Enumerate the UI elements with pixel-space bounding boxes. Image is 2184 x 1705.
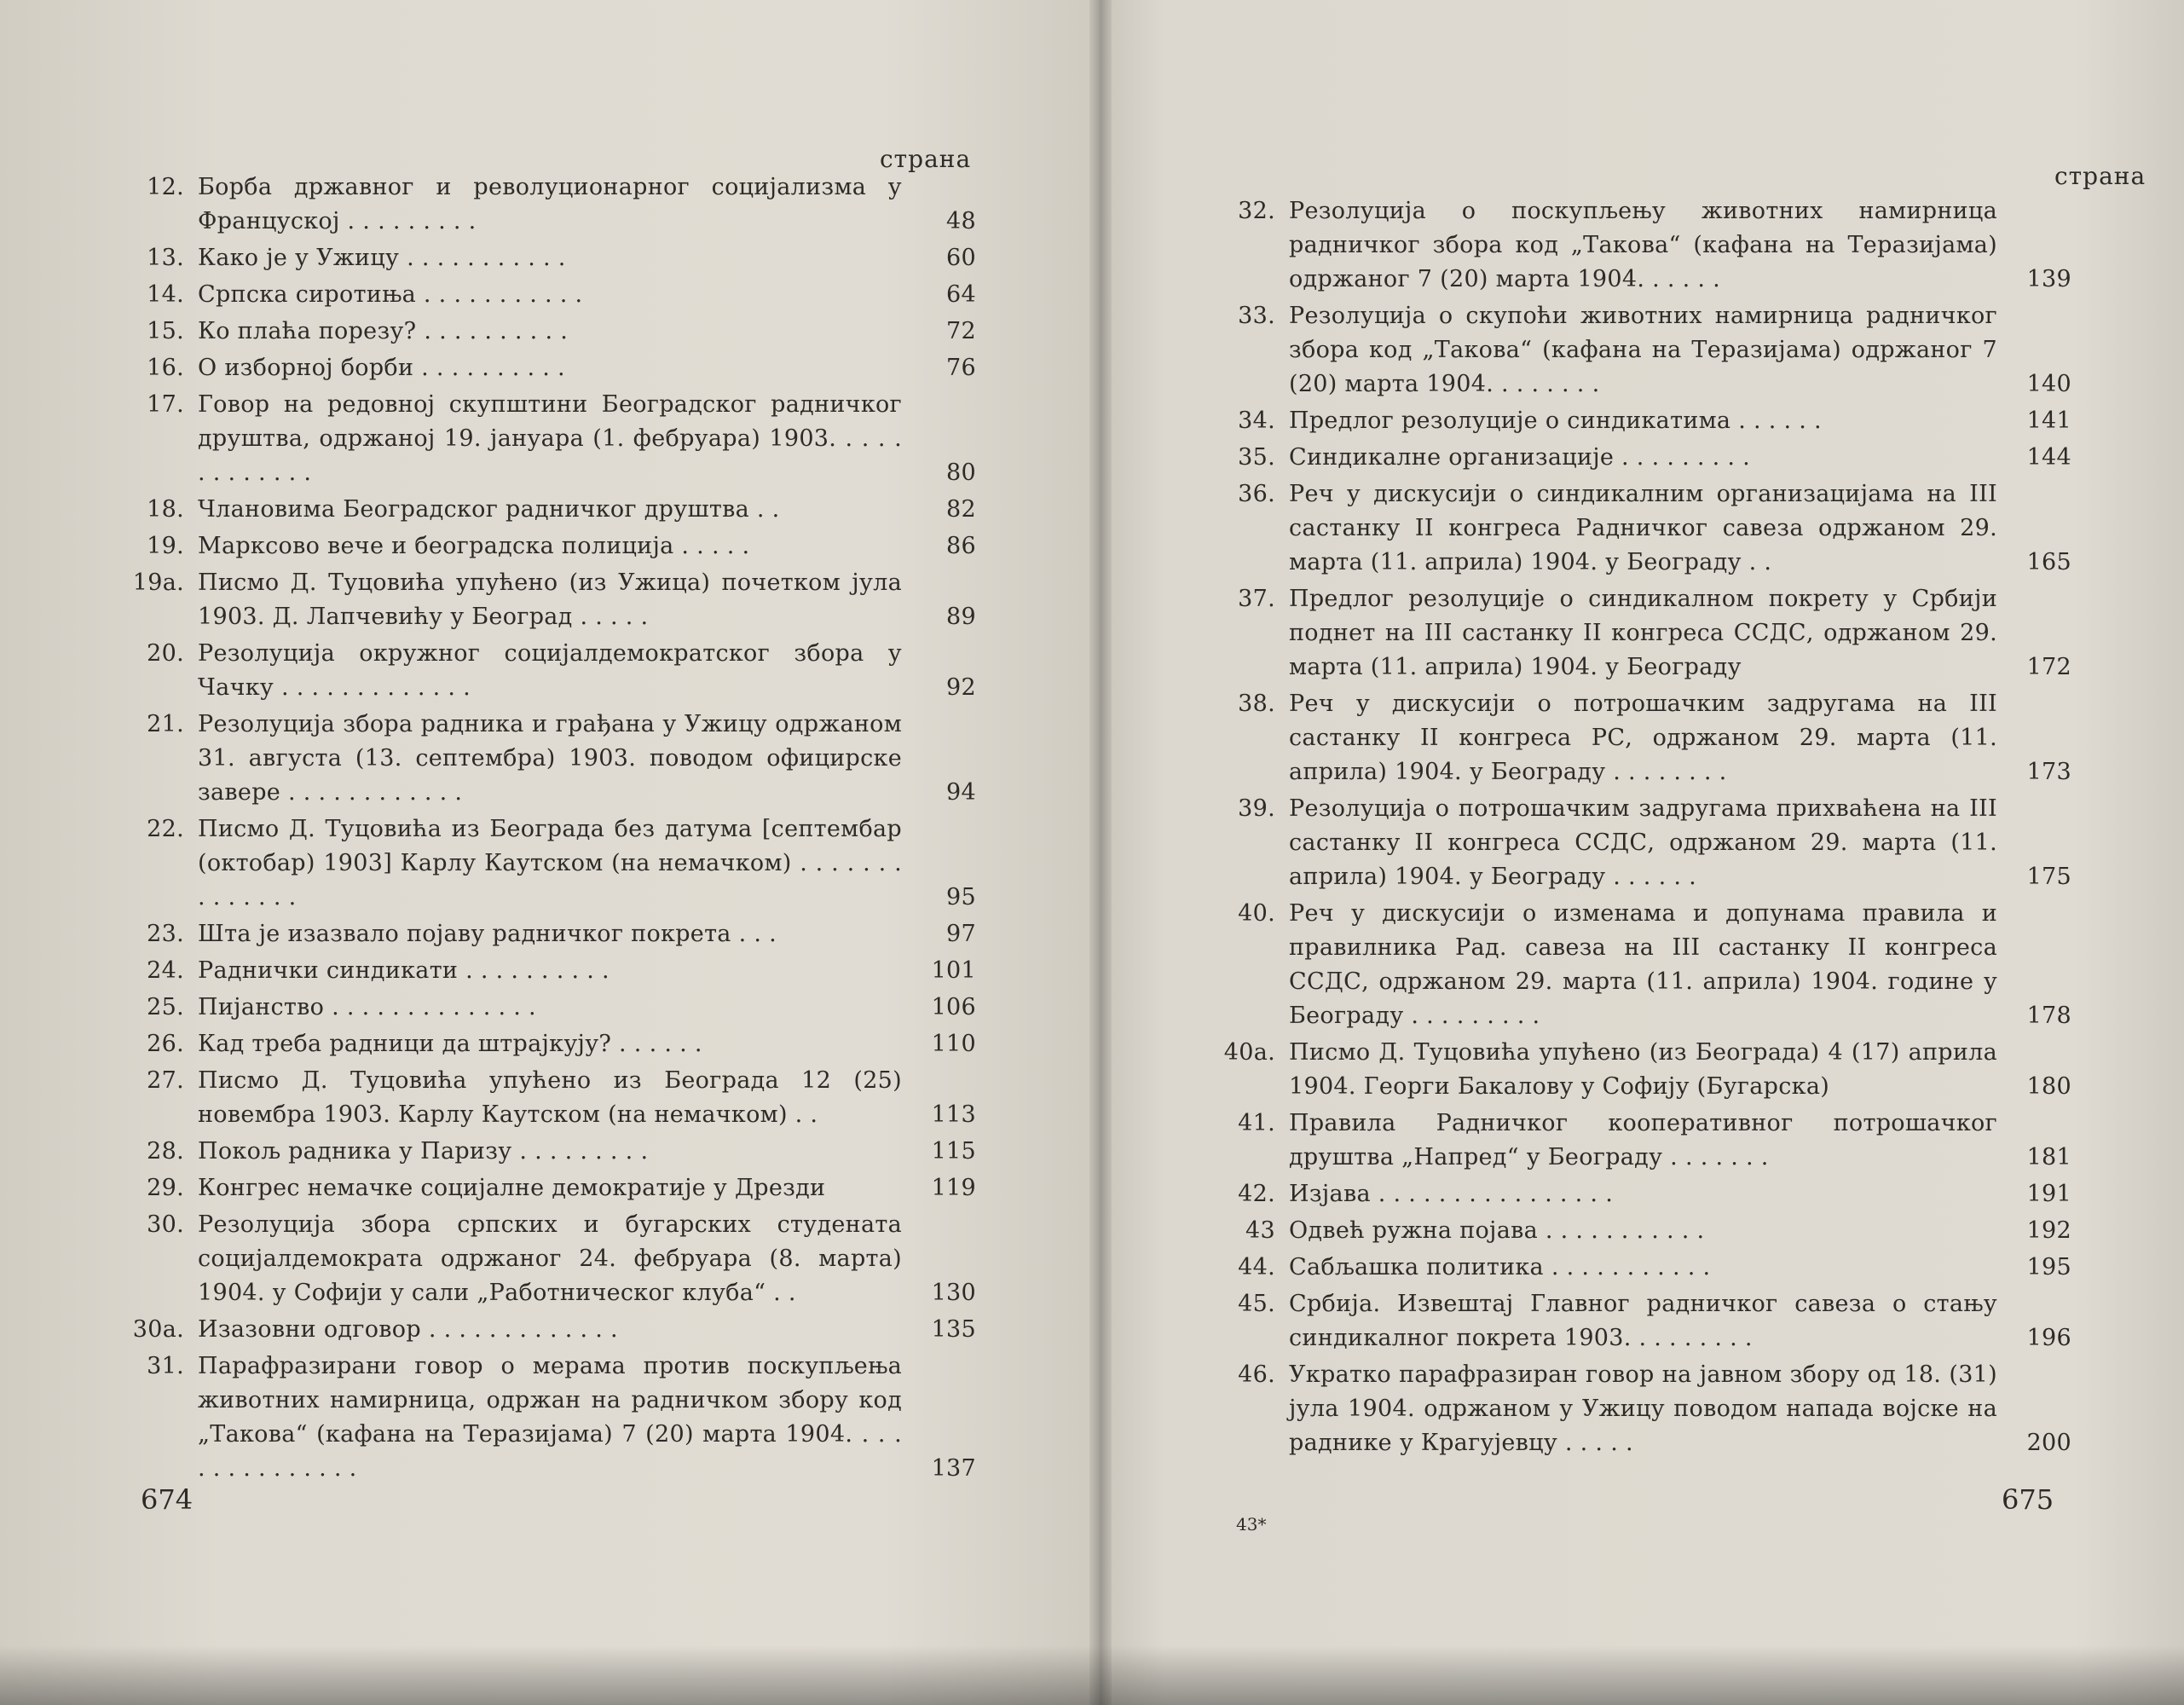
toc-entry xyxy=(128,315,976,349)
toc-entry-title: Члановима Београдског радничког друштва . . xyxy=(198,496,780,523)
toc-entry-number: 15. xyxy=(147,318,184,344)
toc-entry xyxy=(128,388,976,490)
toc-entry-page: 80 xyxy=(946,459,976,486)
toc-entry-title: О изборној борби . . . . . . . . . . xyxy=(198,355,565,381)
toc-entry-page: 64 xyxy=(946,281,976,308)
toc-entry-title: Писмо Д. Туцовића упућено (из Београда) 4 (17) априла 1904. Георги Бакалову у Софију (Бугарска) xyxy=(1289,1039,1997,1100)
toc-entry-page: 60 xyxy=(946,245,976,271)
table-of-contents-right xyxy=(1219,194,2071,1463)
toc-entry-title: Реч у дискусији о потрошачким задругама на III састанку II конгреса РС, одржаном 29. марта (11. априла) 1904. у Београду . . . . . . . . xyxy=(1289,691,1997,785)
toc-entry-page: 113 xyxy=(931,1101,976,1128)
toc-entry-page: 195 xyxy=(2026,1254,2071,1280)
toc-entry-title: Изјава . . . . . . . . . . . . . . . . xyxy=(1289,1181,1614,1207)
toc-entry-number: 23. xyxy=(147,921,184,947)
toc-entry-page: 139 xyxy=(2026,266,2071,292)
toc-entry-title: Писмо Д. Туцовића из Београда без датума [септембар (октобар) 1903] Карлу Каутском (на немачком) . . . . . . . . . . . . . . xyxy=(198,816,902,910)
toc-entry xyxy=(128,1313,976,1347)
toc-entry-number: 24. xyxy=(147,957,184,984)
toc-entry-number: 12. xyxy=(147,174,184,200)
toc-entry xyxy=(1219,477,2071,580)
toc-entry-title: Конгрес немачке социјалне демократије у Дрезди xyxy=(198,1175,826,1201)
toc-entry-number: 21. xyxy=(147,711,184,737)
toc-entry-title: Резолуција збора српских и бугарских студената социјалдемократа одржаног 24. фебруара (8. марта) 1904. у Софији у сали „Работническог клуба“ . . xyxy=(198,1211,902,1306)
toc-entry-title: Србија. Извештај Главног радничког савеза о стању синдикалног покрета 1903. . . . . . . . . xyxy=(1289,1291,1997,1351)
toc-entry-title: Одвећ ружна појава . . . . . . . . . . . xyxy=(1289,1217,1705,1244)
toc-entry xyxy=(128,170,976,239)
toc-entry-page: 89 xyxy=(946,604,976,630)
book-gutter xyxy=(1089,0,1112,1705)
toc-entry-number: 30. xyxy=(147,1211,184,1238)
toc-entry xyxy=(128,351,976,385)
page-column-header: страна xyxy=(2054,162,2146,190)
toc-entry-page: 95 xyxy=(946,884,976,910)
toc-entry-page: 191 xyxy=(2026,1181,2071,1207)
page-number: 675 xyxy=(2002,1483,2054,1516)
toc-entry-title: Резолуција о потрошачким задругама прихваћена на III састанку II конгреса ССДС, одржаном 29. марта (11. априла) 1904. у Београду . . . . . . xyxy=(1289,795,1997,890)
toc-entry-number: 26. xyxy=(147,1031,184,1057)
toc-entry-page: 97 xyxy=(946,921,976,947)
toc-entry-page: 137 xyxy=(931,1455,976,1482)
toc-entry-page: 180 xyxy=(2026,1073,2071,1100)
table-of-contents-left xyxy=(128,170,976,1488)
toc-entry-page: 181 xyxy=(2026,1144,2071,1170)
toc-entry-title: Раднички синдикати . . . . . . . . . . xyxy=(198,957,610,984)
toc-entry xyxy=(1219,792,2071,894)
printer-signature: 43* xyxy=(1236,1514,1267,1534)
toc-entry xyxy=(1219,299,2071,402)
toc-entry-number: 38. xyxy=(1238,691,1275,717)
toc-entry xyxy=(1219,1214,2071,1248)
toc-entry xyxy=(128,708,976,810)
toc-entry xyxy=(1219,687,2071,789)
toc-entry-page: 76 xyxy=(946,355,976,381)
toc-entry xyxy=(1219,1107,2071,1175)
toc-entry xyxy=(1219,1358,2071,1460)
toc-entry-page: 141 xyxy=(2026,407,2071,434)
toc-entry-number: 25. xyxy=(147,994,184,1020)
toc-entry-page: 82 xyxy=(946,496,976,523)
toc-entry-number: 40а. xyxy=(1223,1039,1275,1066)
page-column-header: страна xyxy=(880,145,972,173)
toc-entry-number: 20. xyxy=(147,640,184,667)
toc-entry-title: Писмо Д. Туцовића упућено из Београда 12 (25) новембра 1903. Карлу Каутском (на немачком) . . xyxy=(198,1067,902,1128)
toc-entry xyxy=(128,493,976,527)
page-number: 674 xyxy=(141,1483,194,1516)
toc-entry xyxy=(1219,1177,2071,1211)
toc-entry-page: 140 xyxy=(2026,371,2071,397)
toc-entry xyxy=(128,917,976,951)
toc-entry xyxy=(128,529,976,564)
toc-entry-number: 17. xyxy=(147,391,184,418)
toc-entry xyxy=(128,241,976,275)
toc-entry-number: 40. xyxy=(1238,900,1275,927)
toc-entry xyxy=(128,566,976,634)
toc-entry-title: Ко плаћа порезу? . . . . . . . . . . xyxy=(198,318,569,344)
toc-entry-page: 106 xyxy=(931,994,976,1020)
toc-entry-title: Марксово вече и београдска полиција . . . . . xyxy=(198,533,750,559)
toc-entry-page: 175 xyxy=(2026,864,2071,890)
toc-entry-title: Реч у дискусији о изменама и допунама правила и правилника Рад. савеза на III састанку II конгреса ССДС, одржаном 29. марта (11. априла) 1904. године у Београду . . . . . . . . . xyxy=(1289,900,1997,1029)
toc-entry xyxy=(1219,582,2071,685)
toc-entry-title: Покољ радника у Паризу . . . . . . . . . xyxy=(198,1138,649,1165)
toc-entry xyxy=(128,812,976,915)
toc-entry-number: 27. xyxy=(147,1067,184,1094)
toc-entry-title: Парафразирани говор о мерама против поскупљења животних намирница, одржан на радничком збору код „Такова“ (кафана на Теразијама) 7 (20) марта 1904. . . . . . . . . . . . . . . xyxy=(198,1353,902,1482)
toc-entry-number: 18. xyxy=(147,496,184,523)
toc-entry-page: 101 xyxy=(931,957,976,984)
toc-entry-number: 43 xyxy=(1245,1217,1275,1244)
toc-entry-number: 19а. xyxy=(132,569,184,596)
toc-entry xyxy=(128,637,976,705)
toc-entry xyxy=(1219,897,2071,1033)
toc-entry-title: Сабљашка политика . . . . . . . . . . . xyxy=(1289,1254,1711,1280)
toc-entry-page: 110 xyxy=(931,1031,976,1057)
toc-entry-page: 173 xyxy=(2026,759,2071,785)
toc-entry-title: Како је у Ужицу . . . . . . . . . . . xyxy=(198,245,566,271)
toc-entry-title: Резолуција о поскупљењу животних намирница радничког збора код „Такова“ (кафана на Теразијама) одржаног 7 (20) марта 1904. . . . . . xyxy=(1289,198,1997,292)
toc-entry-page: 144 xyxy=(2026,444,2071,471)
toc-entry-page: 196 xyxy=(2026,1325,2071,1351)
toc-entry xyxy=(1219,194,2071,297)
toc-entry-title: Реч у дискусији о синдикалним организацијама на III састанку II конгреса Радничког савеза одржаном 29. марта (11. априла) 1904. у Београду . . xyxy=(1289,481,1997,575)
page-shadow xyxy=(0,1645,2184,1705)
toc-entry-page: 172 xyxy=(2026,654,2071,680)
toc-entry-title: Резолуција збора радника и грађана у Ужицу одржаном 31. августа (13. септембра) 1903. поводом официрске завере . . . . . . . . . . . . xyxy=(198,711,902,806)
toc-entry-title: Предлог резолуције о синдикатима . . . . . . xyxy=(1289,407,1822,434)
toc-entry xyxy=(1219,404,2071,438)
toc-entry-number: 42. xyxy=(1238,1181,1275,1207)
toc-entry-number: 41. xyxy=(1238,1110,1275,1136)
toc-entry-title: Синдикалне организације . . . . . . . . . xyxy=(1289,444,1751,471)
toc-entry xyxy=(128,278,976,312)
toc-entry-page: 130 xyxy=(931,1280,976,1306)
toc-entry-number: 36. xyxy=(1238,481,1275,507)
toc-entry xyxy=(1219,441,2071,475)
toc-entry-title: Правила Радничког кооперативног потрошачког друштва „Напред“ у Београду . . . . . . . xyxy=(1289,1110,1997,1170)
toc-entry-number: 45. xyxy=(1238,1291,1275,1317)
toc-entry xyxy=(128,1208,976,1310)
toc-entry-number: 31. xyxy=(147,1353,184,1379)
toc-entry xyxy=(128,1135,976,1169)
toc-entry-title: Резолуција о скупоћи животних намирница радничког збора код „Такова“ (кафана на Теразијама) одржаног 7 (20) марта 1904. . . . . . . . xyxy=(1289,303,1997,397)
toc-entry xyxy=(128,991,976,1025)
toc-entry xyxy=(128,1350,976,1486)
toc-entry-title: Предлог резолуције о синдикалном покрету у Србији поднет на III састанку II конгреса ССДС, одржаном 29. марта (11. априла) 1904. у Београду xyxy=(1289,586,1997,680)
toc-entry-number: 37. xyxy=(1238,586,1275,612)
toc-entry-title: Шта је изазвало појаву радничког покрета . . . xyxy=(198,921,777,947)
toc-entry-page: 115 xyxy=(931,1138,976,1165)
toc-entry-page: 165 xyxy=(2026,549,2071,575)
toc-entry-number: 32. xyxy=(1238,198,1275,224)
toc-entry-page: 92 xyxy=(946,674,976,701)
toc-entry-number: 33. xyxy=(1238,303,1275,329)
toc-entry xyxy=(128,954,976,988)
toc-entry xyxy=(1219,1287,2071,1355)
toc-entry xyxy=(1219,1036,2071,1104)
toc-entry-page: 178 xyxy=(2026,1003,2071,1029)
toc-entry-number: 44. xyxy=(1238,1254,1275,1280)
toc-entry xyxy=(128,1171,976,1205)
toc-entry-page: 200 xyxy=(2026,1430,2071,1456)
toc-entry-title: Кад треба радници да штрајкују? . . . . . . xyxy=(198,1031,702,1057)
toc-entry-title: Пијанство . . . . . . . . . . . . . . xyxy=(198,994,536,1020)
toc-entry-page: 72 xyxy=(946,318,976,344)
toc-entry-number: 30а. xyxy=(132,1316,184,1343)
toc-entry-title: Говор на редовној скупштини Београдског радничког друштва, одржаној 19. јануара (1. фебруара) 1903. . . . . . . . . . . . . xyxy=(198,391,902,486)
toc-entry xyxy=(1219,1251,2071,1285)
toc-entry-number: 46. xyxy=(1238,1361,1275,1388)
toc-entry-page: 135 xyxy=(931,1316,976,1343)
toc-entry-number: 14. xyxy=(147,281,184,308)
toc-entry-page: 86 xyxy=(946,533,976,559)
toc-entry-title: Писмо Д. Туцовића упућено (из Ужица) почетком јула 1903. Д. Лапчевићу у Београд . . . . . xyxy=(198,569,902,630)
toc-entry-number: 34. xyxy=(1238,407,1275,434)
toc-entry-number: 19. xyxy=(147,533,184,559)
toc-entry-title: Укратко парафразиран говор на јавном збору од 18. (31) јула 1904. одржаном у Ужицу поводом напада војске на раднике у Крагујевцу . . . . . xyxy=(1289,1361,1997,1456)
right-page xyxy=(1100,0,2184,1705)
toc-entry-page: 119 xyxy=(931,1175,976,1201)
toc-entry xyxy=(128,1064,976,1132)
toc-entry-title: Борба државног и револуционарног социјализма у Француској . . . . . . . . . xyxy=(198,174,902,234)
toc-entry-title: Српска сиротиња . . . . . . . . . . . xyxy=(198,281,583,308)
toc-entry-title: Резолуција окружног социјалдемократског збора у Чачку . . . . . . . . . . . . . xyxy=(198,640,902,701)
toc-entry-title: Изазовни одговор . . . . . . . . . . . . . xyxy=(198,1316,618,1343)
toc-entry-number: 16. xyxy=(147,355,184,381)
toc-entry-number: 39. xyxy=(1238,795,1275,822)
toc-entry-number: 22. xyxy=(147,816,184,842)
toc-entry-page: 48 xyxy=(946,208,976,234)
toc-entry-number: 13. xyxy=(147,245,184,271)
toc-entry-number: 35. xyxy=(1238,444,1275,471)
toc-entry-number: 29. xyxy=(147,1175,184,1201)
toc-entry-page: 94 xyxy=(946,779,976,806)
toc-entry xyxy=(128,1027,976,1061)
toc-entry-number: 28. xyxy=(147,1138,184,1165)
toc-entry-page: 192 xyxy=(2026,1217,2071,1244)
